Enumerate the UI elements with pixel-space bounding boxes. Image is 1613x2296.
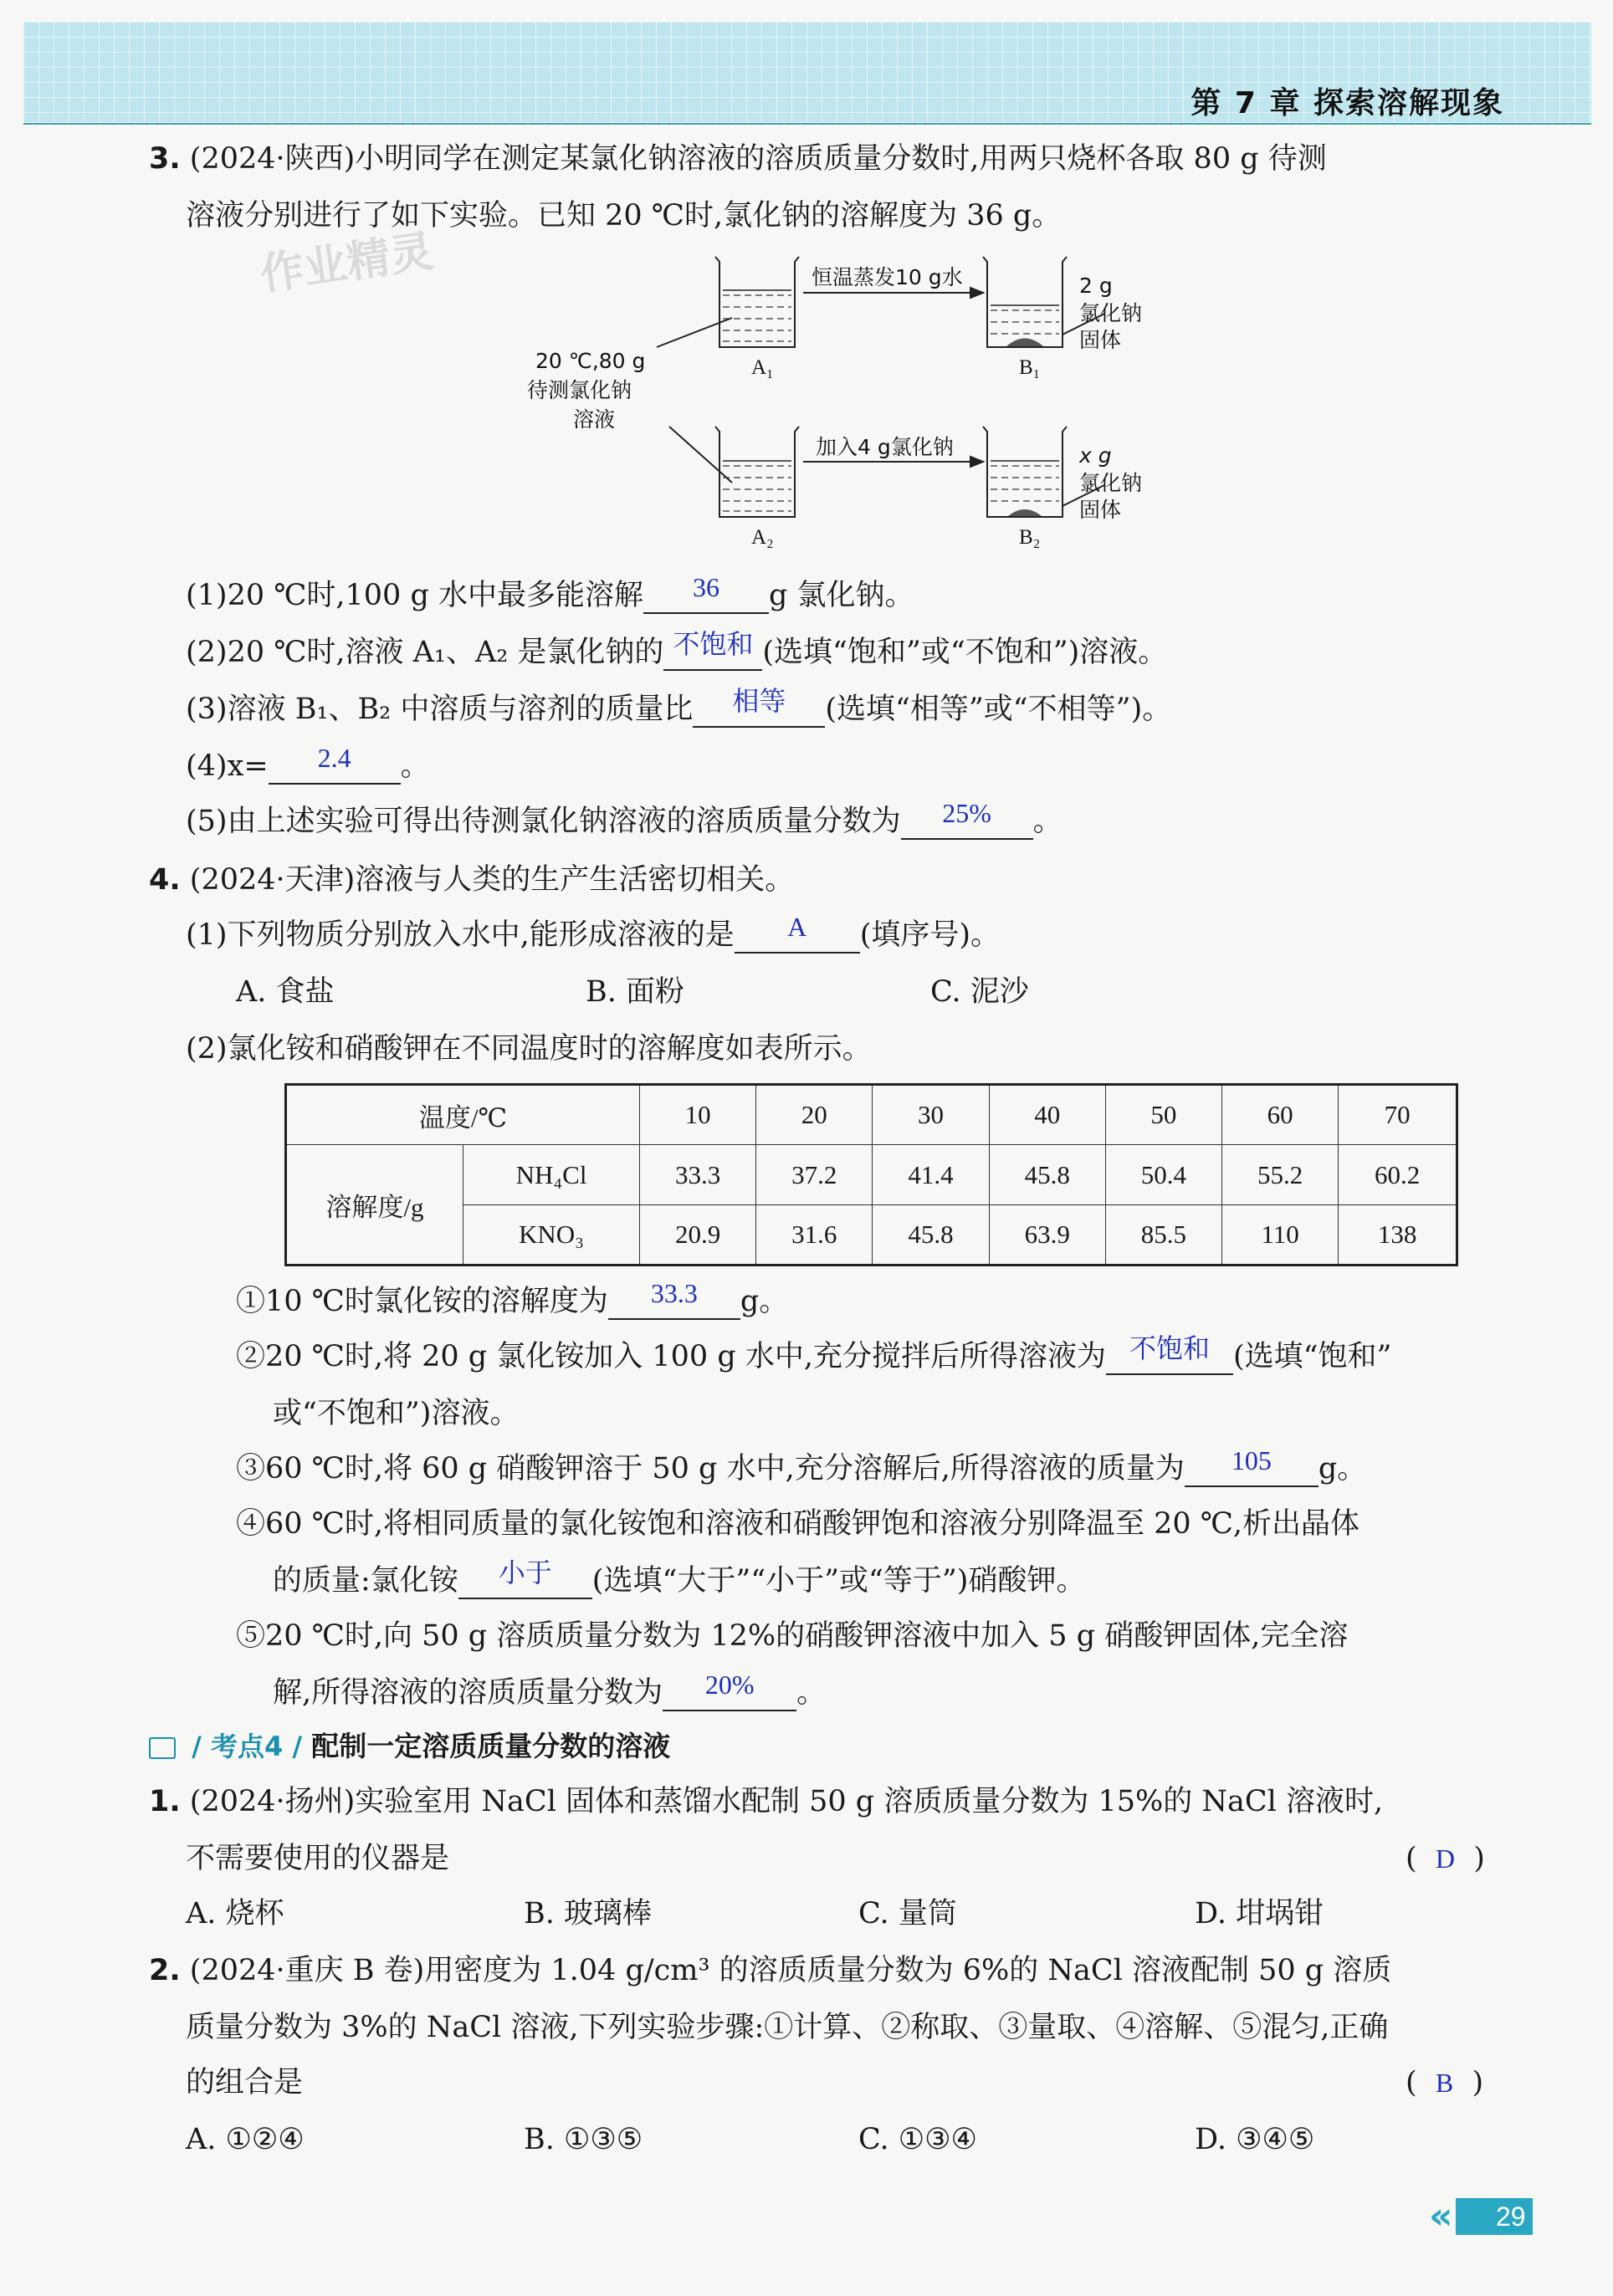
b1-note-1: 2 g bbox=[1079, 274, 1113, 298]
q4-answer-1: A bbox=[787, 912, 807, 942]
q3-stem-line2: 溶液分别进行了如下实验。已知 20 ℃时,氯化钠的溶解度为 36 g。 bbox=[186, 199, 1062, 233]
q4-option-a: A. 食盐 bbox=[236, 975, 335, 1009]
label-b1: B₁ bbox=[1019, 356, 1041, 379]
q4-part1: (1)下列物质分别放入水中,能形成溶液的是 A (填序号)。 bbox=[186, 917, 1000, 954]
q3-stem-text1: (2024·陕西)小明同学在测定某氯化钠溶液的溶质质量分数时,用两只烧杯各取 80 g 待测 bbox=[189, 142, 1327, 176]
chapter-title: 第 7 章 探索溶解现象 bbox=[1191, 86, 1504, 120]
value-cell: 60.2 bbox=[1339, 1145, 1457, 1205]
sq1-option-c: C. 量筒 bbox=[858, 1897, 957, 1930]
solid-b2 bbox=[1008, 509, 1042, 516]
section-book-icon bbox=[149, 1737, 176, 1759]
value-cell: 110 bbox=[1222, 1205, 1339, 1266]
q3-stem-line1 bbox=[149, 141, 1327, 177]
q4-sub-answer-2: 不饱和 bbox=[1129, 1333, 1210, 1363]
sq2-option-c: C. ①③④ bbox=[858, 2123, 977, 2156]
page-number: 29 bbox=[1456, 2198, 1533, 2235]
value-cell: 31.6 bbox=[756, 1205, 873, 1266]
b2-note-1: x g bbox=[1079, 443, 1112, 468]
table-row-group: 溶解度/g bbox=[286, 1145, 463, 1266]
sq2-line2: 质量分数为 3%的 NaCl 溶液,下列实验步骤:①计算、②称取、③量取、④溶解、⑤混匀,正确 bbox=[186, 2011, 1389, 2044]
arrow2-label: 加入4 g氯化钠 bbox=[816, 435, 954, 459]
q4-sub3: ③60 ℃时,将 60 g 硝酸钾溶于 50 g 水中,充分溶解后,所得溶液的质量为 105 g。 bbox=[236, 1450, 1366, 1487]
beaker-b2 bbox=[983, 427, 1067, 517]
row-name-kno3: KNO₃ bbox=[463, 1205, 640, 1266]
value-cell: 41.4 bbox=[873, 1145, 989, 1205]
q3-answer-3: 相等 bbox=[732, 686, 786, 716]
temp-cell: 50 bbox=[1105, 1085, 1221, 1145]
q4-sub5-line1: ⑤20 ℃时,向 50 g 溶质质量分数为 12%的硝酸钾溶液中加入 5 g 硝酸钾固体,完全溶 bbox=[236, 1619, 1349, 1653]
beaker-a2 bbox=[715, 427, 799, 517]
temp-cell: 20 bbox=[756, 1085, 873, 1145]
q4-sub-answer-1: 33.3 bbox=[650, 1278, 698, 1308]
section-title: 配制一定溶质质量分数的溶液 bbox=[311, 1730, 671, 1762]
q4-stem: 4. (2024·天津)溶液与人类的生产生活密切相关。 bbox=[149, 863, 795, 897]
q4-sub4-line1: ④60 ℃时,将相同质量的氯化铵饱和溶液和硝酸钾饱和溶液分别降温至 20 ℃,析出晶体 bbox=[236, 1507, 1360, 1541]
label-left-3: 溶液 bbox=[573, 407, 616, 432]
q4-option-c: C. 泥沙 bbox=[930, 975, 1029, 1009]
value-cell: 37.2 bbox=[756, 1145, 873, 1205]
temp-cell: 10 bbox=[640, 1085, 756, 1145]
sq2-line1: 2. (2024·重庆 B 卷)用密度为 1.04 g/cm³ 的溶质质量分数为 6%的 NaCl 溶液配制 50 g 溶质 bbox=[149, 1954, 1392, 1987]
q4-sub2: ②20 ℃时,将 20 g 氯化铵加入 100 g 水中,充分搅拌后所得溶液为 不饱和 (选填“饱和” bbox=[236, 1338, 1391, 1375]
experiment-diagram bbox=[519, 247, 1188, 565]
q3-answer-2: 不饱和 bbox=[673, 629, 754, 659]
q4-sub-answer-5: 20% bbox=[704, 1670, 755, 1700]
label-left-2: 待测氯化钠 bbox=[527, 378, 632, 402]
q3-answer-5: 25% bbox=[942, 798, 991, 828]
sq2-answer: B bbox=[1435, 2068, 1454, 2098]
solubility-table bbox=[284, 1083, 1458, 1266]
q4-part2: (2)氯化铵和硝酸钾在不同温度时的溶解度如表所示。 bbox=[186, 1032, 872, 1066]
b1-note-2: 氯化钠 bbox=[1079, 301, 1143, 325]
label-a2: A₂ bbox=[751, 526, 774, 549]
value-cell: 20.9 bbox=[640, 1205, 756, 1266]
row-name-nh4cl: NH₄Cl bbox=[463, 1145, 640, 1205]
q4-sub-answer-3: 105 bbox=[1231, 1445, 1272, 1475]
value-cell: 138 bbox=[1339, 1205, 1457, 1266]
value-cell: 50.4 bbox=[1105, 1145, 1221, 1205]
q3-part1: (1)20 ℃时,100 g 水中最多能溶解 36 g 氯化钠。 bbox=[186, 577, 914, 614]
sq2-answer-bracket: ( B ) bbox=[1406, 2066, 1484, 2099]
sq2-option-a: A. ①②④ bbox=[186, 2123, 305, 2156]
sq1-line1: 1. (2024·扬州)实验室用 NaCl 固体和蒸馏水配制 50 g 溶质质量分数为 15%的 NaCl 溶液时, bbox=[149, 1785, 1384, 1818]
temp-cell: 40 bbox=[989, 1085, 1105, 1145]
b1-note-3: 固体 bbox=[1079, 328, 1122, 352]
value-cell: 45.8 bbox=[873, 1205, 989, 1266]
q3-part2: (2)20 ℃时,溶液 A₁、A₂ 是氯化钠的 不饱和 (选填“饱和”或“不饱和”)溶液。 bbox=[186, 634, 1167, 671]
q4-sub-answer-4: 小于 bbox=[498, 1557, 552, 1588]
value-cell: 33.3 bbox=[640, 1145, 756, 1205]
q4-option-b: B. 面粉 bbox=[586, 975, 684, 1009]
q4-sub4-line2: 的质量:氯化铵 小于 (选填“大于”“小于”或“等于”)硝酸钾。 bbox=[273, 1562, 1085, 1599]
section-tag: / 考点4 / bbox=[192, 1731, 303, 1762]
sq1-option-a: A. 烧杯 bbox=[186, 1897, 284, 1930]
sq1-option-b: B. 玻璃棒 bbox=[524, 1897, 652, 1930]
arrow1-label: 恒温蒸发10 g水 bbox=[812, 265, 963, 289]
q4-sub1: ①10 ℃时氯化铵的溶解度为 33.3 g。 bbox=[236, 1283, 788, 1320]
temp-cell: 30 bbox=[873, 1085, 989, 1145]
solid-b1 bbox=[1006, 339, 1043, 347]
value-cell: 63.9 bbox=[989, 1205, 1105, 1266]
value-cell: 45.8 bbox=[989, 1145, 1105, 1205]
sq1-answer: D bbox=[1435, 1843, 1456, 1874]
value-cell: 55.2 bbox=[1222, 1145, 1339, 1205]
q3-part3: (3)溶液 B₁、B₂ 中溶质与溶剂的质量比 相等 (选填“相等”或“不相等”)。 bbox=[186, 691, 1171, 728]
label-a1: A₁ bbox=[751, 356, 774, 379]
temp-cell: 70 bbox=[1339, 1085, 1457, 1145]
watermark: 作业精灵 bbox=[257, 226, 437, 301]
beaker-a1 bbox=[715, 257, 799, 347]
q3-part5: (5)由上述实验可得出待测氯化钠溶液的溶质质量分数为 25% 。 bbox=[186, 803, 1063, 840]
label-b2: B₂ bbox=[1019, 526, 1041, 549]
q4-sub2-line2: 或“不饱和”)溶液。 bbox=[273, 1397, 520, 1430]
chevron-left-icon: « bbox=[1429, 2195, 1453, 2237]
sq2-option-d: D. ③④⑤ bbox=[1195, 2123, 1315, 2156]
q3-answer-1: 36 bbox=[692, 572, 719, 602]
sq2-line3: 的组合是 bbox=[186, 2066, 304, 2099]
sq2-option-b: B. ①③⑤ bbox=[524, 2123, 643, 2156]
section-heading bbox=[149, 1728, 670, 1765]
sq1-number: 1. bbox=[149, 1785, 181, 1818]
b2-note-3: 固体 bbox=[1079, 498, 1122, 522]
sq2-number: 2. bbox=[149, 1954, 181, 1987]
value-cell: 85.5 bbox=[1105, 1205, 1221, 1266]
sq1-line2: 不需要使用的仪器是 bbox=[186, 1842, 450, 1875]
header-divider bbox=[23, 123, 1591, 125]
q3-part4: (4)x= 2.4 。 bbox=[186, 748, 430, 785]
q3-answer-4: 2.4 bbox=[317, 743, 351, 773]
table-temp-header: 温度/℃ bbox=[286, 1085, 640, 1145]
sq1-option-d: D. 坩埚钳 bbox=[1195, 1897, 1324, 1930]
q4-number: 4. bbox=[149, 863, 181, 897]
label-left-1: 20 ℃,80 g bbox=[535, 349, 646, 373]
sq1-answer-bracket: ( D ) bbox=[1406, 1842, 1485, 1875]
temp-cell: 60 bbox=[1222, 1085, 1339, 1145]
q4-sub5-line2: 解,所得溶液的溶质质量分数为 20% 。 bbox=[273, 1675, 826, 1711]
b2-note-2: 氯化钠 bbox=[1079, 471, 1143, 495]
q3-number: 3. bbox=[149, 142, 181, 176]
